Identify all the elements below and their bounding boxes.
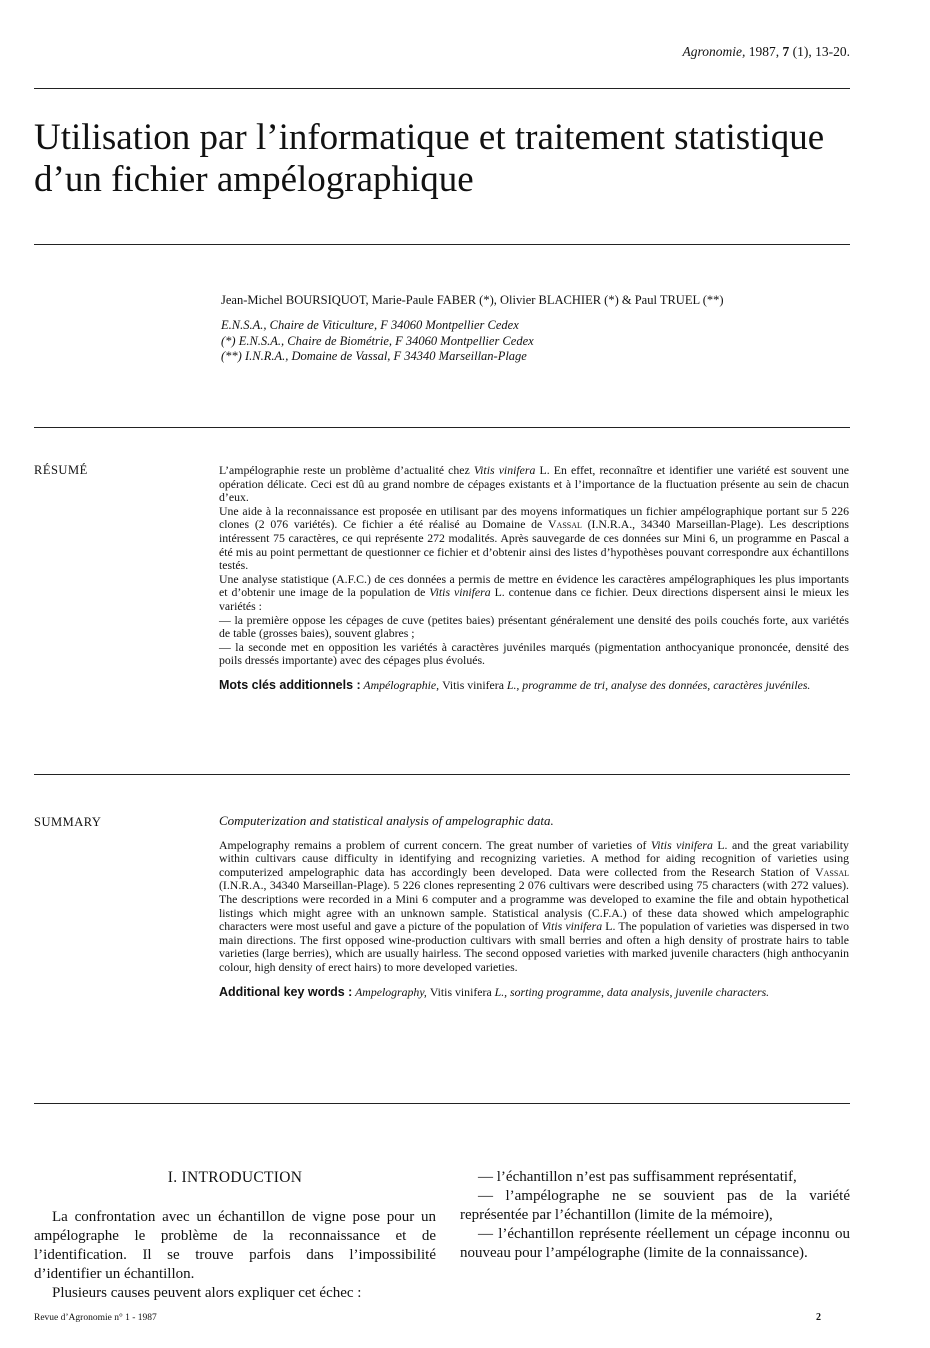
journal-issue-pages: (1), 13-20. [792,44,850,59]
header-rule [34,88,850,89]
intro-left-column [34,1208,436,1303]
resume-keywords: Mots clés additionnels : Ampélographie, Vitis vinifera L., programme de tri, analyse des données, caractères juvéniles. [219,677,811,692]
resume-paragraph: Une aide à la reconnaissance est proposée en utilisant par des moyens informatiques un fichier ampélographique portant sur 5 226 clones (2 076 variétés). Ce fichier a été réalisé au Domaine de Vassal (I.N.R.A., 34340 Marseillan-Plage). Les descriptions intéressent 75 caractères, ce qui représente 272 modalités. Après sauvegarde de ces données sur Mini 6, un programme en Pascal a été mis au point permettant de questionner ce fichier et d’obtenir ainsi des listes d’hypothèses pouvant correspondre aux échantillons testés. [219,503,849,573]
intro-list-item: — l’échantillon représente réellement un cépage inconnu ou nouveau pour l’ampélographe (limite de la connaissance). [460,1226,850,1261]
affiliation: (**) I.N.R.A., Domaine de Vassal, F 34340 Marseillan-Plage [221,349,527,363]
journal-name: Agronomie, [682,44,746,59]
journal-year: 1987, [748,44,780,59]
journal-volume: 7 [782,44,790,59]
resume-paragraph: Une analyse statistique (A.F.C.) de ces données a permis de mettre en évidence les caractères ampélographiques les plus importants et d’obtenir une image de la population de Vitis vinifera L. contenue dans ce fichier. Deux directions dispersent ainsi le mieux les variétés : [219,571,849,613]
summary-title: Computerization and statistical analysis of ampelographic data. [219,813,554,828]
footer-journal: Revue d’Agronomie n° 1 - 1987 [34,1313,157,1323]
intro-paragraph: La confrontation avec un échantillon de vigne pose pour un ampélographe le problème de la reconnaissance et de l’identification. Il se trouve parfois dans l’impossibilité d’identifier un échantillon. [34,1209,436,1282]
summary-label: SUMMARY [34,815,102,829]
paper-title: Utilisation par l’informatique et traitement statistique d’un fichier ampélographique [34,117,825,200]
intro-list-item: — l’échantillon n’est pas suffisamment représentatif, [478,1169,797,1185]
intro-list-item: — l’ampélographe ne se souvient pas de la variété représentée par l’échantillon (limite de la mémoire), [460,1188,850,1223]
author-list: Jean-Michel BOURSIQUOT, Marie-Paule FABER (*), Olivier BLACHIER (*) & Paul TRUEL (**) [221,293,724,307]
journal-reference [560,44,850,60]
resume-list-item: — la seconde met en opposition les variétés à caractères juvéniles marqués (pigmentation anthocyanique prononcée, densité des poils dressés importante) avec des cépages plus évolués. [219,639,849,668]
title-rule [34,244,850,245]
intro-heading: I. INTRODUCTION [167,1169,303,1186]
intro-paragraph: Plusieurs causes peuvent alors expliquer cet échec : [52,1285,362,1301]
affiliation: (*) E.N.S.A., Chaire de Biométrie, F 34060 Montpellier Cedex [221,333,534,348]
affiliation-rule [34,427,850,428]
resume-paragraph: L’ampélographie reste un problème d’actualité chez Vitis vinifera L. En effet, reconnaître et identifier une variété est souvent une opération délicate. Ceci est dû au grand nombre de cépages existants et à l’importance de la fluctuation présente au sein de chacun d’eux. [219,463,849,505]
summary-body [219,814,849,1000]
summary-paragraph: Ampelography remains a problem of current concern. The great number of varieties of Vitis vinifera L. and the great variability within cultivars cause difficulty in identifying and recognizing varieties. A method for aiding recognition of varieties using computerized ampelographic data has accordingly been developed. Data were collected from the Research Station of Vassal (I.N.R.A., 34340 Marseillan-Plage). 5 226 clones representing 2 076 cultivars were described using 75 characters (with 272 values). The descriptions were recorded in a Mini 6 computer and a programme was developed to examine the file and obtain hypothetical listings which might agree with an unknown sample. Statistical analysis (C.F.A.) of these data showed which ampelographic characters were most useful and gave a picture of the population of Vitis vinifera L. The population of varieties was dispersed in two main directions. The first opposed wine-production cultivars with small berries and often a high density of prostrate hairs to table varieties (large berries), which are usually hairless. The second opposed varieties with marked juvenile characters (high anthocyanin colour, high density of erect hairs) to more developed varieties. [219,837,850,974]
summary-rule [34,1103,850,1104]
resume-body [219,464,849,693]
resume-rule [34,774,850,775]
affiliation: E.N.S.A., Chaire de Viticulture, F 34060 Montpellier Cedex [221,318,519,332]
resume-list-item: — la première oppose les cépages de cuve (petites baies) présentant généralement une densité des poils couchés forte, aux variétés de table (grosses baies), souvent glabres ; [219,612,849,641]
resume-label: RÉSUMÉ [34,463,88,477]
summary-keywords: Additional key words : Ampelography, Vitis vinifera L., sorting programme, data analysis, juvenile characters. [219,984,770,999]
intro-right-column [460,1168,850,1263]
page-number: 2 [816,1312,821,1323]
affiliations [221,318,851,365]
